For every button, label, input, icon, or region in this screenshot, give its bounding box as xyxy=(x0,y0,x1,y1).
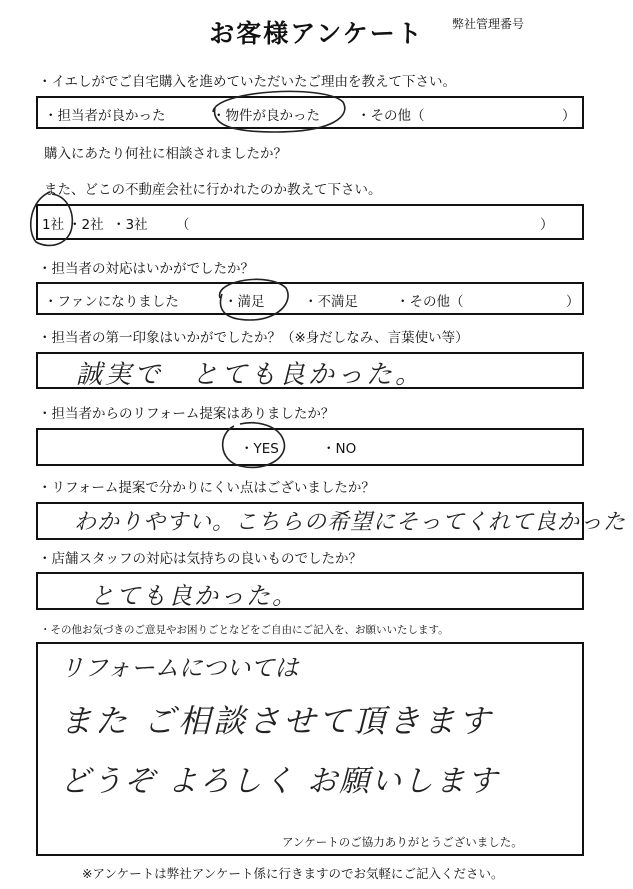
q3-option-satisfied[interactable]: ・満足 xyxy=(224,294,265,310)
q3-option-unsatisfied[interactable]: ・不満足 xyxy=(304,294,358,310)
q2-selection-circle xyxy=(20,186,90,256)
q8-answer-line-1: リフォームについては xyxy=(60,654,299,682)
q2-paren-open: （ xyxy=(176,217,190,233)
q3-option-fan[interactable]: ・ファンになりました xyxy=(44,294,179,310)
q3-option-other[interactable]: ・その他（ xyxy=(396,294,464,310)
q1-option-staff[interactable]: ・担当者が良かった xyxy=(44,108,166,124)
q7-handwritten-answer: とても良かった。 xyxy=(90,582,298,610)
q4-question: ・担当者の第一印象はいかがでしたか？（※身だしなみ、言葉使い等） xyxy=(38,330,469,346)
q1-question: ・イエしがでご自宅購入を進めていただいたご理由を教えて下さい。 xyxy=(38,74,456,90)
q5-option-no[interactable]: ・NO xyxy=(322,441,357,457)
q3-option-other-close: ） xyxy=(566,294,580,310)
management-number-label: 弊社管理番号 xyxy=(452,17,525,31)
footer-note: ※アンケートは弊社アンケート係に行きますのでお気軽にご記入ください。 xyxy=(82,866,504,881)
q2-question: 購入にあたり何社に相談されましたか？ xyxy=(44,146,287,162)
q5-option-yes[interactable]: ・YES xyxy=(240,441,279,457)
q2-option-2[interactable]: ・2社 xyxy=(68,217,104,233)
q2-option-3[interactable]: ・3社 xyxy=(112,217,148,233)
q2-option-1[interactable]: 1社 xyxy=(42,217,65,233)
q1-option-property[interactable]: ・物件が良かった xyxy=(212,108,320,124)
q3-selection-circle xyxy=(210,268,294,328)
q6-handwritten-answer: わかりやすい。こちらの希望にそってくれて良かった xyxy=(74,510,627,535)
q4-handwritten-answer: 誠実で とても良かった。 xyxy=(76,360,425,390)
q7-question: ・店舗スタッフの対応は気持ちの良いものでしたか？ xyxy=(38,551,362,567)
q5-selection-circle xyxy=(214,414,294,474)
q5-question: ・担当者からのリフォーム提案はありましたか？ xyxy=(38,406,335,422)
q8-answer-line-3: どうぞ よろしく お願いします xyxy=(60,764,500,799)
q6-question: ・リフォーム提案で分かりにくい点はございましたか？ xyxy=(38,480,375,496)
page-title: お客様アンケート xyxy=(209,19,424,48)
q8-answer-line-2: また ご相談させて頂きます xyxy=(60,702,494,740)
q1-selection-circle xyxy=(205,82,355,142)
q2-question-2: また、どこの不動産会社に行かれたのか教えて下さい。 xyxy=(44,182,382,198)
q1-option-other[interactable]: ・その他（ xyxy=(357,108,425,124)
thanks-message: アンケートのご協力ありがとうございました。 xyxy=(282,835,523,849)
q8-question: ・その他お気づきのご意見やお困りごとなどをご自由にご記入を、お願いいたします。 xyxy=(40,624,449,636)
q1-option-other-close: ） xyxy=(562,108,576,124)
q3-question: ・担当者の対応はいかがでしたか？ xyxy=(38,261,254,277)
q2-paren-close: ） xyxy=(540,217,554,233)
q5-answer-box[interactable] xyxy=(36,428,584,466)
